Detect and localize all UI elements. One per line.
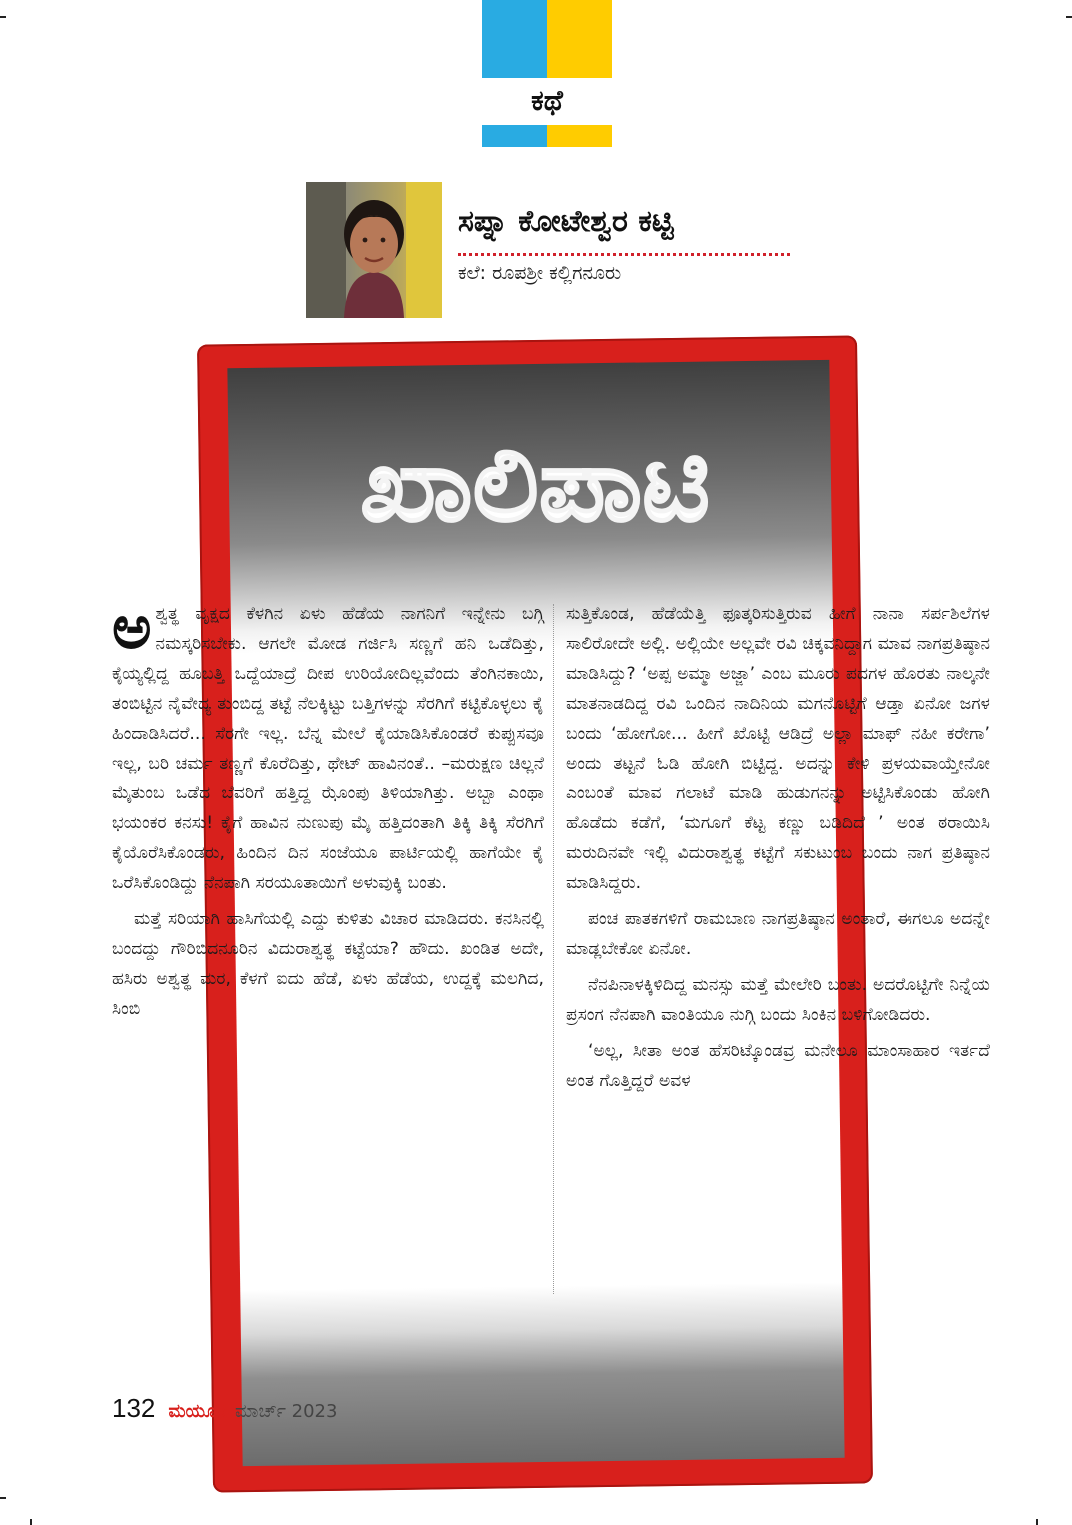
paragraph-3: ಸುತ್ತಿಕೊಂಡ, ಹೆಡೆಯೆತ್ತಿ ಫೂತ್ಕರಿಸುತ್ತಿರುವ ಹೀಗೆ ನಾನಾ ಸರ್ಪಶಿಲೆಗಳ ಸಾಲಿರೋದೇ ಅಲ್ಲಿ. ಅಲ್ಲಿಯೇ ಅಲ್ಲವೇ ರವಿ ಚಿಕ್ಕವನಿದ್ದಾಗ ಮಾವ ನಾಗಪ್ರತಿಷ್ಠಾನ ಮಾಡಿಸಿದ್ದು? ‘ಅಪ್ಪ ಅಮ್ಮಾ ಅಜ್ಜಾ’ ಎಂಬ ಮೂರು ಪದಗಳ ಹೊರತು ನಾಲ್ಕನೇ ಮಾತನಾಡದಿದ್ದ ರವಿ ಒಂದಿನ ನಾದಿನಿಯ ಮಗನೊಟ್ಟಿಗೆ ಆಡ್ತಾ ಏನೋ ಜಗಳ ಬಂದು ‘ಹೋಗೋ... ಹೀಗೆ ಖೊಟ್ಟಿ ಆಡಿದ್ರೆ ಅಲ್ಲಾ ಮಾಫ್ ನಹೀ ಕರೇಗಾ’ ಅಂದು ತಟ್ಟನೆ ಓಡಿ ಹೋಗಿ ಬಿಟ್ಟಿದ್ದ. ಅದನ್ನು ಕೇಳಿ ಪ್ರಳಯವಾಯ್ತೇನೋ ಎಂಬಂತೆ ಮಾವ ಗಲಾಟೆ ಮಾಡಿ ಹುಡುಗನನ್ನು ಅಟ್ಟಿಸಿಕೊಂಡು ಹೋಗಿ ಹೊಡೆದು ಕಡೆಗೆ, ‘ಮಗೂಗೆ ಕೆಟ್ಟ ಕಣ್ಣು ಬಡಿದಿದೆ ’ ಅಂತ ಠರಾಯಿಸಿ ಮರುದಿನವೇ ಇಲ್ಲಿ ವಿದುರಾಶ್ವತ್ಥ ಕಟ್ಟೆಗೆ ಸಕುಟುಂಬ ಬಂದು ನಾಗ ಪ್ರತಿಷ್ಠಾನ ಮಾಡಿಸಿದ್ದರು.	[566, 604, 990, 894]
column-divider	[553, 604, 554, 1294]
story-title-artwork	[265, 400, 805, 570]
story-title: ಖಾಲಿಪಾಟಿ	[360, 423, 710, 545]
paragraph-2: ಮತ್ತೆ ಸರಿಯಾಗಿ ಹಾಸಿಗೆಯಲ್ಲಿ ಎದ್ದು ಕುಳಿತು ವಿಚಾರ ಮಾಡಿದರು. ಕನಸಿನಲ್ಲಿ ಬಂದದ್ದು ಗೌರಿಬಿದನೂರಿನ ವಿದುರಾಶ್ವತ್ಥ ಕಟ್ಟೆಯಾ? ಹೌದು. ಖಂಡಿತ ಅದೇ, ಹಸಿರು ಅಶ್ವತ್ಥ ಮರ, ಕೆಳಗೆ ಐದು ಹೆಡೆ, ಏಳು ಹೆಡೆಯ, ಉದ್ದಕ್ಕೆ ಮಲಗಿದ, ಸಿಂಬಿ	[112, 909, 544, 1019]
crop-mark-bottom-left	[30, 1519, 32, 1525]
tag-yellow-bar	[547, 125, 612, 147]
author-divider	[458, 253, 790, 256]
paragraph-5: ನೆನಪಿನಾಳಕ್ಕಿಳಿದಿದ್ದ ಮನಸ್ಸು ಮತ್ತೆ ಮೇಲೇರಿ ಬಂತು. ಅದರೊಟ್ಟಿಗೇ ನಿನ್ನೆಯ ಪ್ರಸಂಗ ನೆನಪಾಗಿ ವಾಂತಿಯೂ ನುಗ್ಗಿ ಬಂದು ಸಿಂಕಿನ ಬಳಿಗೋಡಿದರು.	[566, 974, 990, 1025]
article-column-left	[112, 593, 544, 1025]
author-name: ಸಪ್ನಾ ಕೋಟೇಶ್ವರ ಕಟ್ಟಿ	[458, 204, 674, 239]
tag-blue-bar	[482, 125, 547, 147]
issue-date: ಮಾರ್ಚ್ 2023	[234, 1401, 338, 1422]
dropcap: ಅ	[112, 593, 152, 663]
page-number: 132	[112, 1393, 156, 1423]
tag-blue-block	[482, 0, 547, 78]
crop-mark-top-left	[0, 16, 6, 18]
crop-mark-bottom-right	[1036, 1519, 1038, 1525]
tag-yellow-block	[547, 0, 612, 78]
crop-mark-left-bottom	[0, 1497, 6, 1499]
magazine-name: ಮಯೂರ	[168, 1401, 226, 1422]
section-tag	[482, 0, 612, 150]
page-footer	[112, 1393, 337, 1424]
paragraph-1: ಶ್ವತ್ಥ ವೃಕ್ಷದ ಕೆಳಗಿನ ಏಳು ಹೆಡೆಯ ನಾಗನಿಗೆ ಇನ್ನೇನು ಬಗ್ಗಿ ನಮಸ್ಕರಿಸಬೇಕು. ಆಗಲೇ ಮೋಡ ಗರ್ಜಿಸಿ ಸಣ್ಣಗೆ ಹನಿ ಒಡೆದಿತ್ತು, ಕೈಯ್ಯಲ್ಲಿದ್ದ ಹೂಬತ್ತಿ ಒದ್ದೆಯಾದ್ರೆ ದೀಪ ಉರಿಯೋದಿಲ್ಲವೆಂದು ತೆಂಗಿನಕಾಯಿ, ತಂಬಿಟ್ಟಿನ ನೈವೇದ್ಯ ತುಂಬಿದ್ದ ತಟ್ಟೆ ನೆಲಕ್ಕಿಟ್ಟು ಬತ್ತಿಗಳನ್ನು ಸೆರಗಿಗೆ ಕಟ್ಟಿಕೊಳ್ಳಲು ಕೈ ಹಿಂದಾಡಿಸಿದರೆ... ಸೆರಗೇ ಇಲ್ಲ. ಬೆನ್ನ ಮೇಲೆ ಕೈಯಾಡಿಸಿಕೊಂಡರೆ ಕುಪ್ಪುಸವೂ ಇಲ್ಲ, ಬರಿ ಚರ್ಮ ತಣ್ಣಗೆ ಕೊರೆದಿತ್ತು, ಥೇಟ್ ಹಾವಿನಂತೆ.. –ಮರುಕ್ಷಣ ಚಿಲ್ಲನೆ ಮೈತುಂಬ ಒಡೆದ ಬೆವರಿಗೆ ಹತ್ತಿದ್ದ ಝೊಂಪು ತಿಳಿಯಾಗಿತ್ತು. ಅಬ್ಬಾ ಎಂಥಾ ಭಯಂಕರ ಕನಸು! ಕೈಗೆ ಹಾವಿನ ನುಣುಪು ಮೈ ಹತ್ತಿದಂತಾಗಿ ತಿಕ್ಕಿ ತಿಕ್ಕಿ ಸೆರಗಿಗೆ ಕೈಯೊರೆಸಿಕೊಂಡರು, ಹಿಂದಿನ ದಿನ ಸಂಜೆಯೂ ಪಾರ್ಟಿಯಲ್ಲಿ ಹಾಗೆಯೇ ಕೈ ಒರೆಸಿಕೊಂಡಿದ್ದು ನೆನಪಾಗಿ ಸರಯೂತಾಯಿಗೆ ಅಳುವುಕ್ಕಿ ಬಂತು.	[112, 604, 544, 894]
paragraph-6: ‘ಅಲ್ಲ, ಸೀತಾ ಅಂತ ಹೆಸರಿಟ್ಕೊಂಡವ್ರ ಮನೇಲೂ ಮಾಂಸಾಹಾರ ಇರ್ತದೆ ಅಂತ ಗೊತ್ತಿದ್ದರೆ ಅವಳ	[566, 1040, 990, 1091]
author-photo	[306, 182, 442, 318]
paragraph-4: ಪಂಚ ಪಾತಕಗಳಿಗೆ ರಾಮಬಾಣ ನಾಗಪ್ರತಿಷ್ಠಾನ ಅಂತಾರೆ, ಈಗಲೂ ಅದನ್ನೇ ಮಾಡ್ಲಬೇಕೋ ಏನೋ.	[566, 909, 990, 959]
author-portrait-image	[306, 182, 442, 318]
section-label: ಕಥೆ	[531, 84, 563, 117]
article-column-right	[566, 600, 990, 1097]
crop-mark-top-right	[1066, 16, 1072, 18]
artist-credit: ಕಲೆ: ರೂಪಶ್ರೀ ಕಲ್ಲಿಗನೂರು	[458, 262, 622, 284]
